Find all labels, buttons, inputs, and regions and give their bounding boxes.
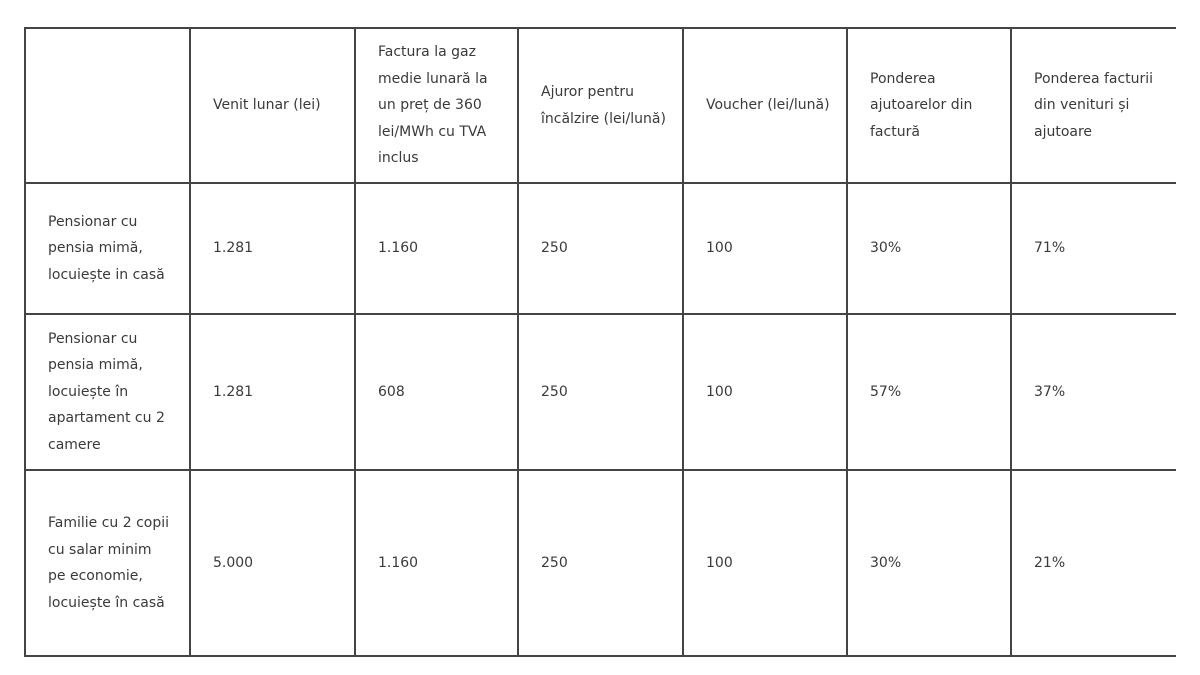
cell-venit-lunar: 1.281 bbox=[190, 314, 355, 470]
header-ponderea-facturii: Ponderea facturii din venituri și ajutoare bbox=[1011, 28, 1176, 183]
row-label: Pensionar cu pensia mimă, locuiește in casă bbox=[25, 183, 190, 314]
cell-ponderea-ajutoarelor: 30% bbox=[847, 470, 1011, 656]
cell-ponderea-facturii: 71% bbox=[1011, 183, 1176, 314]
header-venit-lunar: Venit lunar (lei) bbox=[190, 28, 355, 183]
cell-ajutor-incalzire: 250 bbox=[518, 314, 683, 470]
cell-voucher: 100 bbox=[683, 314, 847, 470]
cell-factura-gaz: 1.160 bbox=[355, 183, 518, 314]
cell-ponderea-facturii: 21% bbox=[1011, 470, 1176, 656]
cell-factura-gaz: 608 bbox=[355, 314, 518, 470]
header-ponderea-ajutoarelor: Ponderea ajutoarelor din factură bbox=[847, 28, 1011, 183]
row-label: Familie cu 2 copii cu salar minim pe economie, locuiește în casă bbox=[25, 470, 190, 656]
data-table bbox=[24, 27, 1176, 657]
table-row bbox=[25, 470, 1176, 656]
header-ajutor-incalzire: Ajuror pentru încălzire (lei/lună) bbox=[518, 28, 683, 183]
cell-ponderea-facturii: 37% bbox=[1011, 314, 1176, 470]
header-factura-gaz: Factura la gaz medie lunară la un preț de 360 lei/MWh cu TVA inclus bbox=[355, 28, 518, 183]
cell-voucher: 100 bbox=[683, 470, 847, 656]
cell-voucher: 100 bbox=[683, 183, 847, 314]
header-empty bbox=[25, 28, 190, 183]
row-label: Pensionar cu pensia mimă, locuiește în apartament cu 2 camere bbox=[25, 314, 190, 470]
cell-ponderea-ajutoarelor: 30% bbox=[847, 183, 1011, 314]
table-header-row bbox=[25, 28, 1176, 183]
cell-ajutor-incalzire: 250 bbox=[518, 183, 683, 314]
cell-ajutor-incalzire: 250 bbox=[518, 470, 683, 656]
data-table-container bbox=[24, 27, 1176, 667]
table-row bbox=[25, 183, 1176, 314]
header-voucher: Voucher (lei/lună) bbox=[683, 28, 847, 183]
table-row bbox=[25, 314, 1176, 470]
cell-ponderea-ajutoarelor: 57% bbox=[847, 314, 1011, 470]
cell-venit-lunar: 5.000 bbox=[190, 470, 355, 656]
cell-factura-gaz: 1.160 bbox=[355, 470, 518, 656]
cell-venit-lunar: 1.281 bbox=[190, 183, 355, 314]
